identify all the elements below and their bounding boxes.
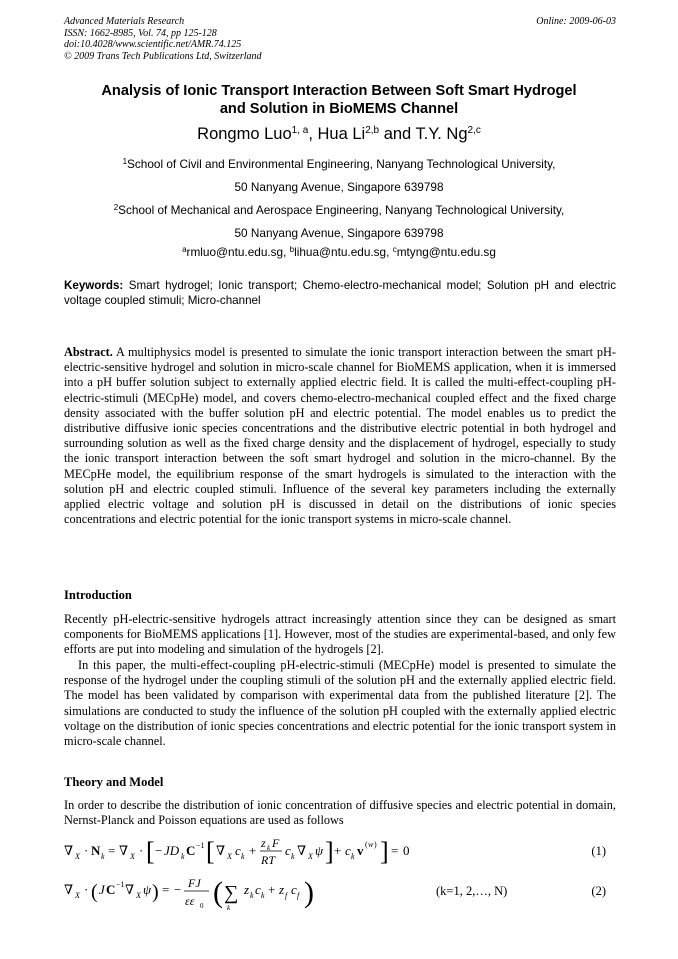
keywords-label: Keywords: [64, 279, 124, 292]
introduction-heading: Introduction [64, 588, 132, 602]
svg-text:ψ: ψ [315, 843, 324, 858]
svg-text:−: − [155, 843, 163, 858]
author-2-sup: 2,b [365, 125, 380, 136]
svg-text:): ) [374, 840, 377, 849]
keywords-text: Smart hydrogel; Ionic transport; Chemo-electro-mechanical model; Solution pH and electric voltage coupled stimuli; Micro-channel [64, 279, 616, 307]
svg-text:k: k [241, 852, 245, 861]
svg-text:0: 0 [200, 902, 204, 910]
svg-text:0: 0 [403, 843, 410, 858]
svg-text:w: w [368, 840, 374, 849]
svg-text:·: · [139, 843, 144, 858]
author-2: Hua Li [317, 125, 366, 143]
abstract-label: Abstract. [64, 345, 113, 359]
abstract [64, 345, 616, 527]
keywords [64, 279, 616, 308]
svg-text:k: k [250, 891, 254, 900]
equation-1-formula [64, 832, 424, 870]
equation-2 [64, 872, 616, 912]
email-c-sup: c [392, 245, 397, 254]
author-3: T.Y. Ng [415, 125, 468, 143]
svg-text:C: C [186, 843, 196, 858]
svg-text:∇: ∇ [216, 843, 226, 858]
svg-text:z: z [261, 836, 266, 850]
svg-text:(: ( [365, 840, 368, 849]
svg-text:+: + [249, 843, 257, 858]
email-a-sup: a [182, 245, 187, 254]
affiliation-2 [50, 203, 628, 217]
svg-text:∇: ∇ [125, 882, 135, 897]
svg-text:k: k [351, 852, 355, 861]
equation-2-number: (2) [591, 884, 606, 898]
affiliation-2-address: 50 Nanyang Avenue, Singapore 639798 [234, 226, 444, 240]
journal-doi: doi:10.4028/www.scientific.net/AMR.74.125 [64, 39, 242, 50]
svg-text:X: X [75, 852, 80, 861]
author-1-sup: 1, a [291, 125, 309, 136]
abstract-text: A multiphysics model is presented to simulate the ionic transport interaction between the smart pH-electric-sensitive hydrogel and solution in micro-scale channel for BioMEMS application, when it is immersed into a pH buffer solution subject to externally applied electric field. It is called the multi-effect-coupling pH-electric-stimuli (MECpHe) model, and covers chemo-electro-mechanical coupled effect and the fixed charge density associated with the buffer solution pH and electric potential. The model enables us to predict the distributive diffusive ionic species concentrations and the distributive electric potential in both hydrogel and surrounding solution as well as the fixed charge density and the displacement of hydrogel, especially to study the ionic transport interaction between the soft smart hydrogel and solution in the micro-channel. By the MECpHe model, the equilibrium response of the smart hydrogels is simulated to the interaction with the solution pH and electric coupled stimuli. Influence of the several key parameters including the externally applied electric voltage and solution pH is discussed in detail on the distributions of ionic species concentrations and electric potential for the ionic transport systems in micro-scale channel. [64, 345, 616, 527]
title-line-2: and Solution in BioMEMS Channel [219, 101, 459, 117]
svg-text:ψ: ψ [143, 882, 152, 897]
svg-text:∑: ∑ [224, 882, 239, 904]
equation-2-formula [64, 872, 364, 912]
svg-text:c: c [285, 843, 291, 858]
introduction-paragraph-1: Recently pH-electric-sensitive hydrogels attract increasingly attention since they can be designed as smart components for BioMEMS applications [1]. However, most of the studies are experimental-based, and only few efforts are put into modeling and simulation of the hydrogels [2]. [64, 612, 616, 657]
svg-text:+: + [334, 843, 342, 858]
svg-text:[: [ [206, 837, 215, 866]
paper-title [50, 82, 628, 118]
affiliation-2-sup: 2 [113, 203, 119, 212]
svg-text:k: k [181, 852, 185, 861]
introduction-paragraph-2: In this paper, the multi-effect-coupling pH-electric-stimuli (MECpHe) model is presented to simulate the response of the hydrogel under the coupling stimuli of the solution pH and the externally applied electric field. The model has been validated by comparison with experimental data from the published literature [2]. The simulations are conducted to study the influence of the solution pH coupled with the externally applied electric voltage on the distribution of ionic species concentrations and electric potential for the ionic transport system in micro-scale channel. [64, 658, 616, 749]
svg-text:k: k [227, 904, 231, 912]
svg-text:X: X [130, 852, 135, 861]
svg-text:k: k [267, 844, 271, 852]
affiliation-1-sup: 1 [122, 157, 128, 166]
equation-1-number: (1) [591, 844, 606, 858]
svg-text:F: F [272, 836, 280, 850]
svg-text:−1: −1 [116, 880, 125, 889]
theory-paragraph-1: In order to describe the distribution of ionic concentration of diffusive species and electric potential in domain, Nernst-Planck and Poisson equations are used as follows [64, 798, 616, 828]
svg-text:+: + [268, 882, 276, 897]
svg-text:∇: ∇ [64, 843, 74, 858]
svg-text:RT: RT [261, 853, 276, 867]
svg-text:k: k [291, 852, 295, 861]
svg-text:(: ( [213, 876, 223, 909]
email-b: lihua@ntu.edu.sg, [294, 245, 393, 259]
svg-text:c: c [291, 882, 297, 897]
svg-text:∇: ∇ [119, 843, 129, 858]
journal-header [64, 16, 616, 62]
svg-text:εε: εε [185, 894, 195, 908]
svg-text:k: k [101, 852, 105, 861]
theory-heading: Theory and Model [64, 775, 164, 789]
svg-text:X: X [136, 891, 141, 900]
journal-name: Advanced Materials Research [64, 16, 185, 27]
svg-text:JD: JD [164, 843, 180, 858]
svg-text:]: ] [325, 837, 334, 866]
svg-text:∇: ∇ [64, 882, 74, 897]
svg-text:c: c [235, 843, 241, 858]
author-list [50, 124, 628, 144]
author-3-sup: 2,c [467, 125, 481, 136]
svg-text:−: − [174, 882, 182, 897]
svg-text:]: ] [380, 837, 389, 866]
svg-text:X: X [308, 852, 313, 861]
svg-text:v: v [357, 843, 364, 858]
svg-text:·: · [84, 843, 89, 858]
svg-text:=: = [391, 843, 399, 858]
svg-text:f: f [285, 891, 288, 900]
svg-text:z: z [244, 882, 250, 897]
svg-text:z: z [279, 882, 285, 897]
svg-text:C: C [106, 882, 116, 897]
svg-text:): ) [304, 876, 314, 909]
svg-text:f: f [297, 891, 300, 900]
author-sep-2: and [379, 125, 416, 143]
journal-issn: ISSN: 1662-8985, Vol. 74, pp 125-128 [64, 27, 217, 39]
svg-text:): ) [152, 881, 159, 903]
svg-text:−1: −1 [196, 841, 205, 850]
email-b-sup: b [289, 245, 295, 254]
author-sep-1: , [308, 125, 318, 143]
svg-text:=: = [108, 843, 116, 858]
affiliation-2-text: School of Mechanical and Aerospace Engineering, Nanyang Technological University, [118, 203, 565, 217]
svg-text:N: N [91, 843, 101, 858]
svg-text:c: c [345, 843, 351, 858]
online-date: Online: 2009-06-03 [536, 16, 616, 27]
affiliation-1-text: School of Civil and Environmental Engineering, Nanyang Technological University, [127, 157, 556, 171]
email-a: rmluo@ntu.edu.sg, [186, 245, 290, 259]
svg-text:X: X [227, 852, 232, 861]
email-c: mtyng@ntu.edu.sg [396, 245, 496, 259]
svg-text:J: J [99, 882, 105, 897]
equation-2-condition: (k=1, 2,…, N) [436, 884, 508, 898]
equation-1 [64, 832, 616, 870]
email-line [50, 245, 628, 259]
journal-copyright: © 2009 Trans Tech Publications Ltd, Switzerland [64, 50, 262, 62]
svg-text:∇: ∇ [297, 843, 307, 858]
svg-text:=: = [162, 882, 170, 897]
title-line-1: Analysis of Ionic Transport Interaction Between Soft Smart Hydrogel [101, 83, 577, 99]
svg-text:[: [ [146, 837, 155, 866]
svg-text:c: c [255, 882, 261, 897]
author-1: Rongmo Luo [197, 125, 292, 143]
svg-text:X: X [75, 891, 80, 900]
affiliation-1-address: 50 Nanyang Avenue, Singapore 639798 [234, 180, 444, 194]
svg-text:(: ( [91, 881, 98, 903]
svg-text:·: · [84, 882, 89, 897]
svg-text:FJ: FJ [188, 876, 201, 890]
svg-text:k: k [261, 891, 265, 900]
affiliation-1 [50, 157, 628, 171]
